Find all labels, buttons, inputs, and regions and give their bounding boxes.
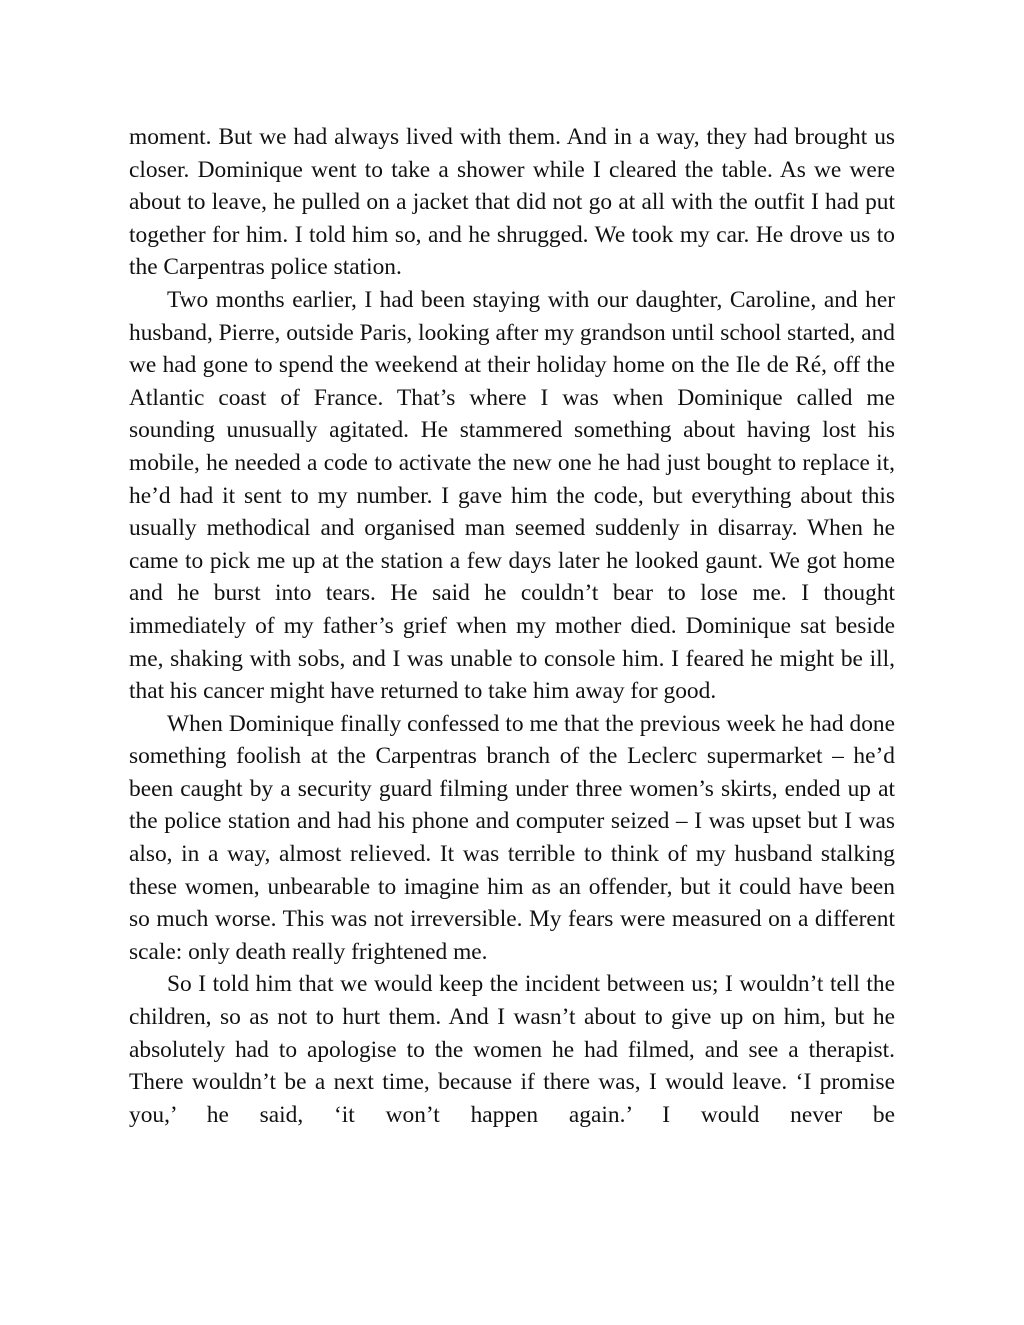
paragraph-two-months-earlier: Two months earlier, I had been staying with our daughter, Caroline, and her husband, Pierre, outside Paris, looking after my grandson until school started, and we had gone to spend the weekend at their holiday home on the Ile de Ré, off the Atlantic coast of France. That’s where I was when Dominique called me sounding unusually agitated. He stammered something about having lost his mobile, he needed a code to activate the new one he had just bought to replace it, he’d had it sent to my number. I gave him the code, but everything about this usually methodical and organised man seemed suddenly in disarray. When he came to pick me up at the station a few days later he looked gaunt. We got home and he burst into tears. He said he couldn’t bear to lose me. I thought immediately of my father’s grief when my mother died. Dominique sat beside me, shaking with sobs, and I was unable to console him. I feared he might be ill, that his cancer might have returned to take him away for good. <box>129 286 895 705</box>
page-body <box>129 121 895 1131</box>
paragraph-continuation: moment. But we had always lived with them. And in a way, they had brought us closer. Dominique went to take a shower while I cleared the table. As we were about to leave, he pulled on a jacket that did not go at all with the outfit I had put together for him. I told him so, and he shrugged. We took my car. He drove us to the Carpentras police station. <box>129 124 895 281</box>
paragraph-promise: So I told him that we would keep the incident between us; I wouldn’t tell the children, so as not to hurt them. And I wasn’t about to give up on him, but he absolutely had to apologise to the women he had filmed, and see a therapist. There wouldn’t be a next time, because if there was, I would leave. ‘I promise you,’ he said, ‘it won’t happen again.’ I would never be <box>129 971 895 1128</box>
paragraph-confession: When Dominique finally confessed to me that the previous week he had done something foolish at the Carpentras branch of the Leclerc supermarket – he’d been caught by a security guard filming under three women’s skirts, ended up at the police station and had his phone and computer seized – I was upset but I was also, in a way, almost relieved. It was terrible to think of my husband stalking these women, unbearable to imagine him as an offender, but it could have been so much worse. This was not irreversible. My fears were measured on a different scale: only death really frightened me. <box>129 710 895 965</box>
